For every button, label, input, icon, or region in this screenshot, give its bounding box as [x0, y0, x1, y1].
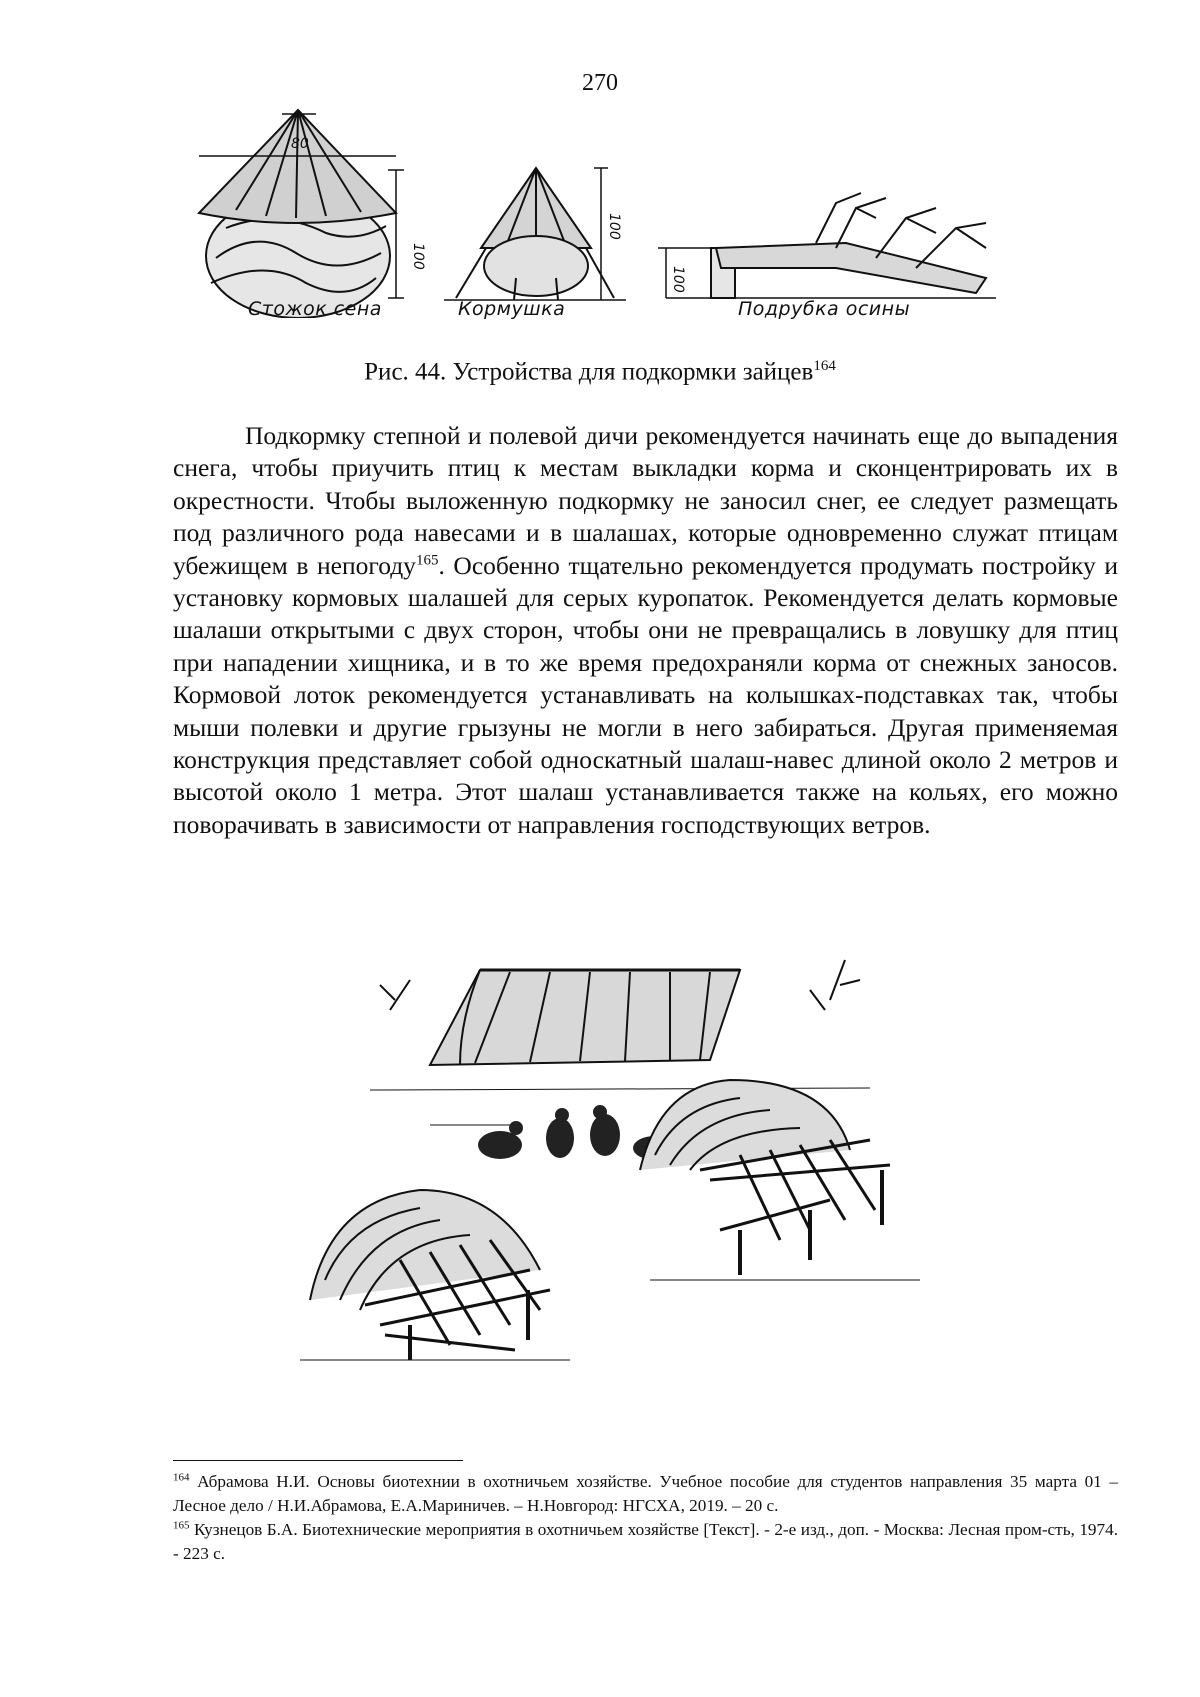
footnote [173, 1470, 1118, 1518]
dimension-label: 100 [606, 213, 622, 240]
footnote-number: 165 [173, 1519, 190, 1532]
right-trough-shelter-drawing [640, 1080, 920, 1280]
paragraph-text: Подкормку степной и полевой дичи рекомендуется начинать еще до выпадения снега, чтобы приучить птиц к местам выкладки корма и сконцентрировать их в окрестности. Чтобы выложенную подкормку не заносил снег, ее следует размещать под различного рода навесами и в шалашах, которые одновременно служат птицам убежищем в непогоду [173, 421, 1118, 580]
paragraph-text: . Особенно тщательно рекомендуется продумать постройку и установку кормовых шалашей для серых куропаток. Рекомендуется делать кормовые шалаши открытыми с двух сторон, чтобы они не превращались в ловушку для птиц при нападении хищника, и в то же время предохраняли корма от снежных заносов. Кормовой лоток рекомендуется устанавливать на колышках-подставках так, чтобы мыши полевки и другие грызуны не могли в него забираться. Другая применяемая конструкция представляет собой односкатный шалаш-навес длиной около 2 метров и высотой около 1 метра. Этот шалаш устанавливается также на кольях, его можно поворачивать в зависимости от направления господствующих ветров. [173, 550, 1118, 839]
body-paragraph [173, 420, 1118, 841]
left-trough-shelter-drawing [300, 1190, 570, 1360]
footnote-divider [173, 1460, 463, 1461]
figure-feeding-shelters [270, 940, 930, 1420]
dimension-label: 100 [410, 243, 426, 270]
figure-caption [0, 358, 1200, 386]
footnote-ref: 165 [415, 552, 439, 569]
felled-aspen-drawing [658, 193, 996, 298]
figure-label: Кормушка [458, 298, 566, 320]
footnote [173, 1518, 1118, 1566]
hare-feeders-illustration [196, 108, 996, 318]
feeder-drawing [444, 168, 626, 300]
figure-label: Стожок сена [248, 298, 382, 320]
figure-hare-feeders [196, 108, 996, 348]
footnote-text: Кузнецов Б.А. Биотехнические мероприятия в охотничьем хозяйстве [Текст]. - 2-е изд., доп. - Москва: Лесная пром-сть, 1974. - 223 с. [173, 1520, 1118, 1563]
footnotes [173, 1470, 1118, 1566]
figure-label: Подрубка осины [738, 298, 911, 320]
footnote-number: 164 [173, 1471, 190, 1484]
page-number: 270 [582, 70, 618, 96]
footnote-ref: 164 [813, 358, 836, 374]
caption-text: Рис. 44. Устройства для подкормки зайцев [364, 358, 814, 386]
dimension-label: 100 [670, 266, 686, 293]
dimension-label: 80 [291, 136, 309, 152]
feeding-shelters-illustration [270, 940, 930, 1420]
footnote-text: Абрамова Н.И. Основы биотехнии в охотничьем хозяйстве. Учебное пособие для студентов направления 35 марта 01 – Лесное дело / Н.И.Абрамова, Е.А.Мариничев. – Н.Новгород: НГСХА, 2019. – 20 с. [173, 1472, 1118, 1515]
